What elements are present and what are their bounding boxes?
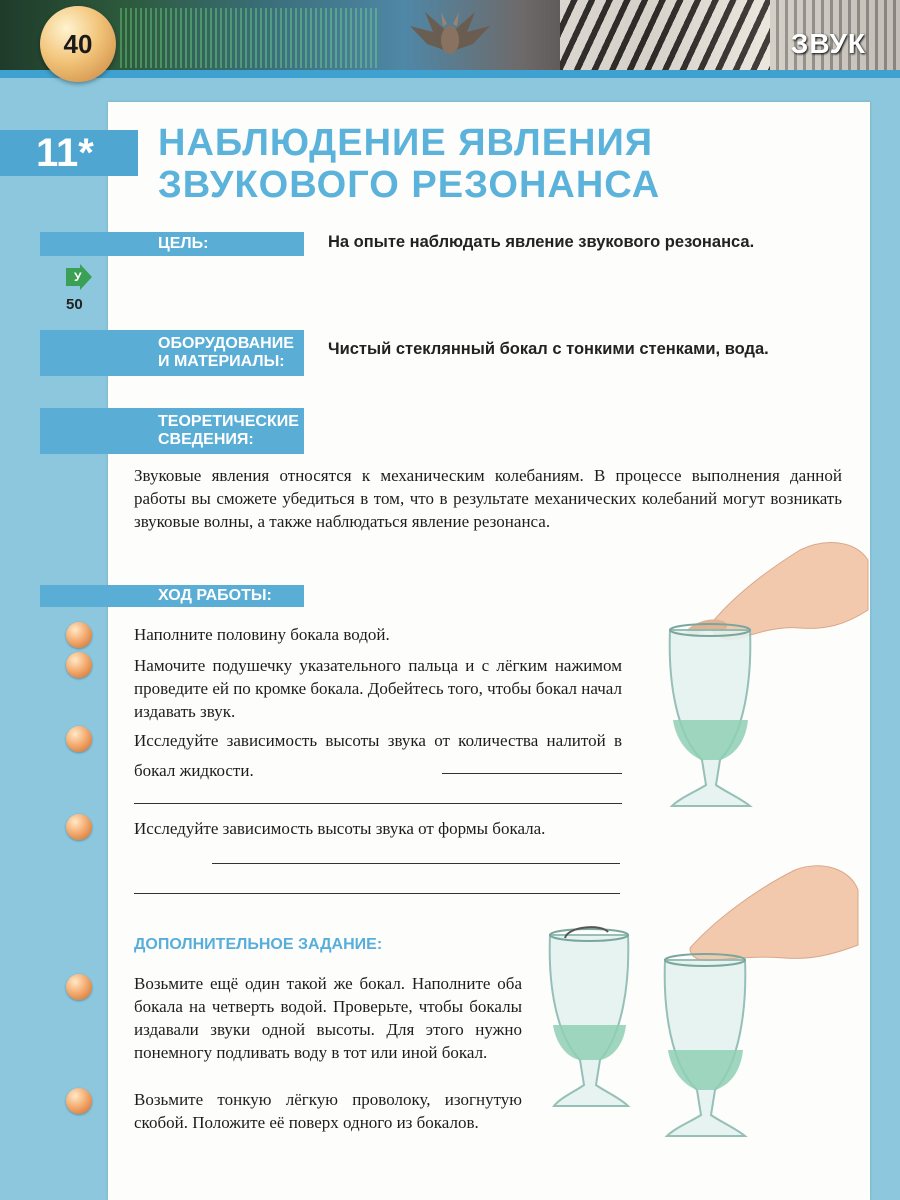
bat-icon <box>405 4 495 74</box>
theory-text: Звуковые явления относятся к механическим колебаниям. В процессе выполнения данной работы вы сможете убедиться в том, что в результате механических колебаний могут возникать звуковые волны, а также наблюдаться явление резонанса. <box>134 466 842 531</box>
right-glass-icon <box>665 954 746 1136</box>
answer-line-3a[interactable] <box>442 773 622 774</box>
reference-letter: У <box>74 270 82 284</box>
equipment-label-line-2: И МАТЕРИАЛЫ: <box>158 353 285 370</box>
step-4-text: Исследуйте зависимость высоты звука от формы бокала. <box>134 819 546 838</box>
piano-keys-graphic <box>560 0 770 70</box>
equipment-text: Чистый стеклянный бокал с тонкими стенками, вода. <box>328 340 769 358</box>
theory-label <box>40 408 304 454</box>
step-bullet-1 <box>66 622 92 648</box>
two-glasses-illustration <box>540 860 860 1160</box>
equipment-label-line-1: ОБОРУДОВАНИЕ <box>158 335 294 352</box>
work-label <box>40 585 304 607</box>
step-3-text: Исследуйте зависимость высоты звука от количества налитой в бокал жидкости. <box>134 731 622 780</box>
glass-icon <box>670 624 751 806</box>
answer-line-3b[interactable] <box>134 803 622 804</box>
step-bullet-2 <box>66 652 92 678</box>
goal-label <box>40 232 304 256</box>
theory-label-line-2: СВЕДЕНИЯ: <box>158 431 254 448</box>
glass-with-hand-illustration <box>640 530 870 830</box>
left-glass-icon <box>550 929 629 1106</box>
lab-title-line-1: НАБЛЮДЕНИЕ ЯВЛЕНИЯ <box>158 122 654 164</box>
page-number-badge: 40 <box>40 6 116 82</box>
header-strip <box>0 70 900 78</box>
extra-step-1-text: Возьмите ещё один такой же бокал. Наполните оба бокала на четверть водой. Проверьте, чтобы бокалы издавали звуки одной высоты. Для этого нужно понемногу подливать воду в тот или иной бокал. <box>134 974 522 1062</box>
extra-step-bullet-2 <box>66 1088 92 1114</box>
extra-step-2-text: Возьмите тонкую лёгкую проволоку, изогнутую скобой. Положите её поверх одного из бокалов. <box>134 1090 522 1132</box>
step-1-text: Наполните половину бокала водой. <box>134 625 390 644</box>
chapter-header-band <box>0 0 900 78</box>
lab-title-line-2: ЗВУКОВОГО РЕЗОНАНСА <box>158 164 661 206</box>
sound-wave-graphic <box>120 8 380 68</box>
goal-label-text: ЦЕЛЬ: <box>158 235 209 252</box>
step-2-text: Намочите подушечку указательного пальца и с лёгким нажимом проведите ей по кромке бокала. Добейтесь того, чтобы бокал начал издавать звук. <box>134 656 622 721</box>
goal-text: На опыте наблюдать явление звукового резонанса. <box>328 233 755 251</box>
lab-title <box>158 122 660 206</box>
extra-task-label: ДОПОЛНИТЕЛЬНОЕ ЗАДАНИЕ: <box>134 936 383 953</box>
section-title: ЗВУК <box>790 28 866 59</box>
textbook-reference-icon <box>64 264 94 290</box>
lab-number-tab: 11* <box>0 130 138 176</box>
extra-step-bullet-1 <box>66 974 92 1000</box>
theory-label-line-1: ТЕОРЕТИЧЕСКИЕ <box>158 413 299 430</box>
equipment-label <box>40 330 304 376</box>
reference-page-number: 50 <box>66 296 83 313</box>
step-bullet-3 <box>66 726 92 752</box>
step-bullet-4 <box>66 814 92 840</box>
hand-icon <box>690 866 858 961</box>
work-label-text: ХОД РАБОТЫ: <box>158 587 272 604</box>
